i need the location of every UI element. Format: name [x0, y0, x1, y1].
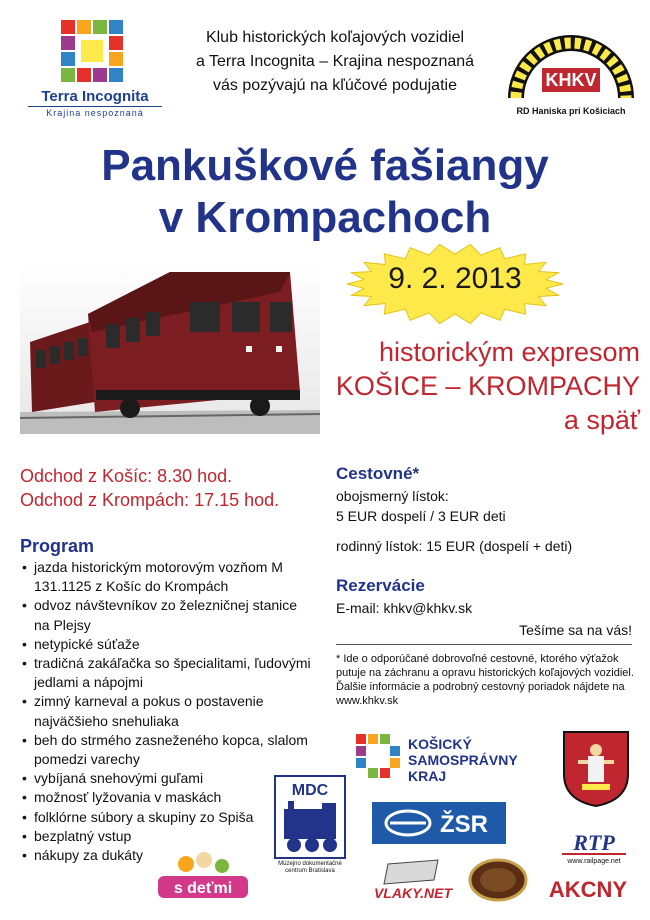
- program-item: • zimný karneval a pokus o postavenie najväčšieho snehuliaka: [22, 692, 312, 730]
- krompachy-coat-of-arms: [560, 728, 632, 808]
- railpage-mark-icon: [556, 826, 632, 858]
- svg-text:ŽSR: ŽSR: [440, 811, 488, 838]
- program-heading: Program: [20, 536, 95, 556]
- terra-incognita-rule: [28, 106, 162, 107]
- kosicky-kraj-line-2: SAMOSPRÁVNY: [408, 752, 518, 768]
- kosicky-kraj-text: [408, 736, 518, 784]
- program-list: [22, 558, 312, 865]
- express-route: [320, 335, 640, 437]
- khkv-caption: RD Haniska pri Košiciach: [516, 106, 626, 116]
- program-item: • jazda historickým motorovým vozňom M 131.1125 z Košíc do Krompách: [22, 558, 312, 596]
- akcny-logo: AKCNY: [548, 877, 628, 902]
- event-title-line-2: v Krompachoch: [158, 193, 492, 242]
- fare-return-ticket: [336, 486, 506, 526]
- closing-greeting: Tešíme sa na vás!: [519, 622, 632, 638]
- invitation-text: [170, 26, 500, 98]
- express-line-3: a späť: [563, 405, 640, 435]
- express-line-2: KOŠICE – KROMPACHY: [335, 371, 640, 401]
- reservation-heading: Rezervácie: [336, 576, 425, 595]
- reservation-email[interactable]: E-mail: khkv@khkv.sk: [336, 600, 473, 616]
- event-title-line-1: Pankuškové fašiangy: [101, 141, 549, 190]
- event-date: 9. 2. 2013: [388, 262, 522, 295]
- fare-footnote: * Ide o odporúčané dobrovoľné cestovné, ktorého výťažok putuje na záchranu a opravu historických koľajových vozidiel. Ďalšie informácie a podrobný cestovný poriadok nájdete na www.khkv.sk: [336, 653, 634, 707]
- program-item: • tradičná zakáľačka so špecialitami, ľudovými jedlami a nápojmi: [22, 654, 312, 692]
- invitation-line-3: vás pozývajú na kľúčové podujatie: [213, 77, 457, 94]
- kosicky-kraj-line-1: KOŠICKÝ: [408, 736, 472, 752]
- terra-incognita-name: Terra Incognita: [41, 88, 149, 105]
- terra-incognita-subtitle: Krajina nespoznaná: [46, 108, 144, 118]
- mdc-caption: Múzejno dokumentačné centrum Bratislava: [278, 861, 342, 874]
- terra-incognita-mark-icon: [61, 20, 123, 82]
- fare-line-2: 5 EUR dospelí / 3 EUR deti: [336, 508, 506, 524]
- kosicky-kraj-logo: [356, 734, 546, 794]
- event-title: [0, 140, 650, 244]
- kosicky-kraj-line-3: KRAJ: [408, 768, 447, 784]
- program-item: • vybíjaná snehovými guľami: [22, 769, 312, 788]
- fare-family-ticket: rodinný lístok: 15 EUR (dospelí + deti): [336, 538, 573, 554]
- railpage-url: www.railpage.net: [567, 858, 621, 865]
- mdc-logo: [274, 775, 346, 887]
- note-divider: [336, 644, 632, 645]
- express-line-1: historickým expresom: [378, 337, 640, 367]
- zsr-logo: [372, 802, 506, 844]
- kosicky-kraj-mark-icon: [356, 734, 400, 778]
- departure-kosice: Odchod z Košíc: 8.30 hod.: [20, 466, 233, 486]
- historic-train-image: [20, 262, 320, 434]
- program-item: • beh do strmého zasneženého kopca, slalom pomedzi varechy: [22, 731, 312, 769]
- program-item: • bezplatný vstup: [22, 827, 312, 846]
- program-item: • folklórne súbory a skupiny zo Spiša: [22, 808, 312, 827]
- svg-text:VLAKY.NET: VLAKY.NET: [373, 885, 453, 901]
- s-detmi-logo: [156, 848, 252, 904]
- mdc-locomotive-icon: [274, 775, 346, 859]
- svg-text:MDC: MDC: [291, 782, 329, 799]
- khkv-emblem-icon: [506, 20, 636, 104]
- program-item: • nákupy za dukáty: [22, 846, 312, 865]
- departure-times: [20, 464, 340, 512]
- program-item: • netypické súťaže: [22, 635, 312, 654]
- vlaky-net-logo: [368, 858, 458, 902]
- terra-incognita-logo: [20, 20, 170, 122]
- invitation-line-1: Klub historických koľajových vozidiel: [205, 29, 465, 46]
- railpage-logo: [556, 826, 632, 870]
- khkv-logo: [506, 20, 636, 120]
- program-item: • odvoz návštevníkov zo železničnej stanice na Plejsy: [22, 596, 312, 634]
- svg-text:RTP: RTP: [573, 830, 615, 855]
- fare-heading: Cestovné*: [336, 464, 420, 483]
- fare-line-1: obojsmerný lístok:: [336, 488, 449, 504]
- svg-text:s deťmi: s deťmi: [173, 880, 233, 897]
- svg-text:KHKV: KHKV: [545, 70, 597, 90]
- departure-krompachy: Odchod z Krompách: 17.15 hod.: [20, 490, 280, 510]
- invitation-line-2: a Terra Incognita – Krajina nespoznaná: [195, 53, 475, 70]
- club-badge-logo: [466, 858, 530, 902]
- program-item: • možnosť lyžovania v maskách: [22, 788, 312, 807]
